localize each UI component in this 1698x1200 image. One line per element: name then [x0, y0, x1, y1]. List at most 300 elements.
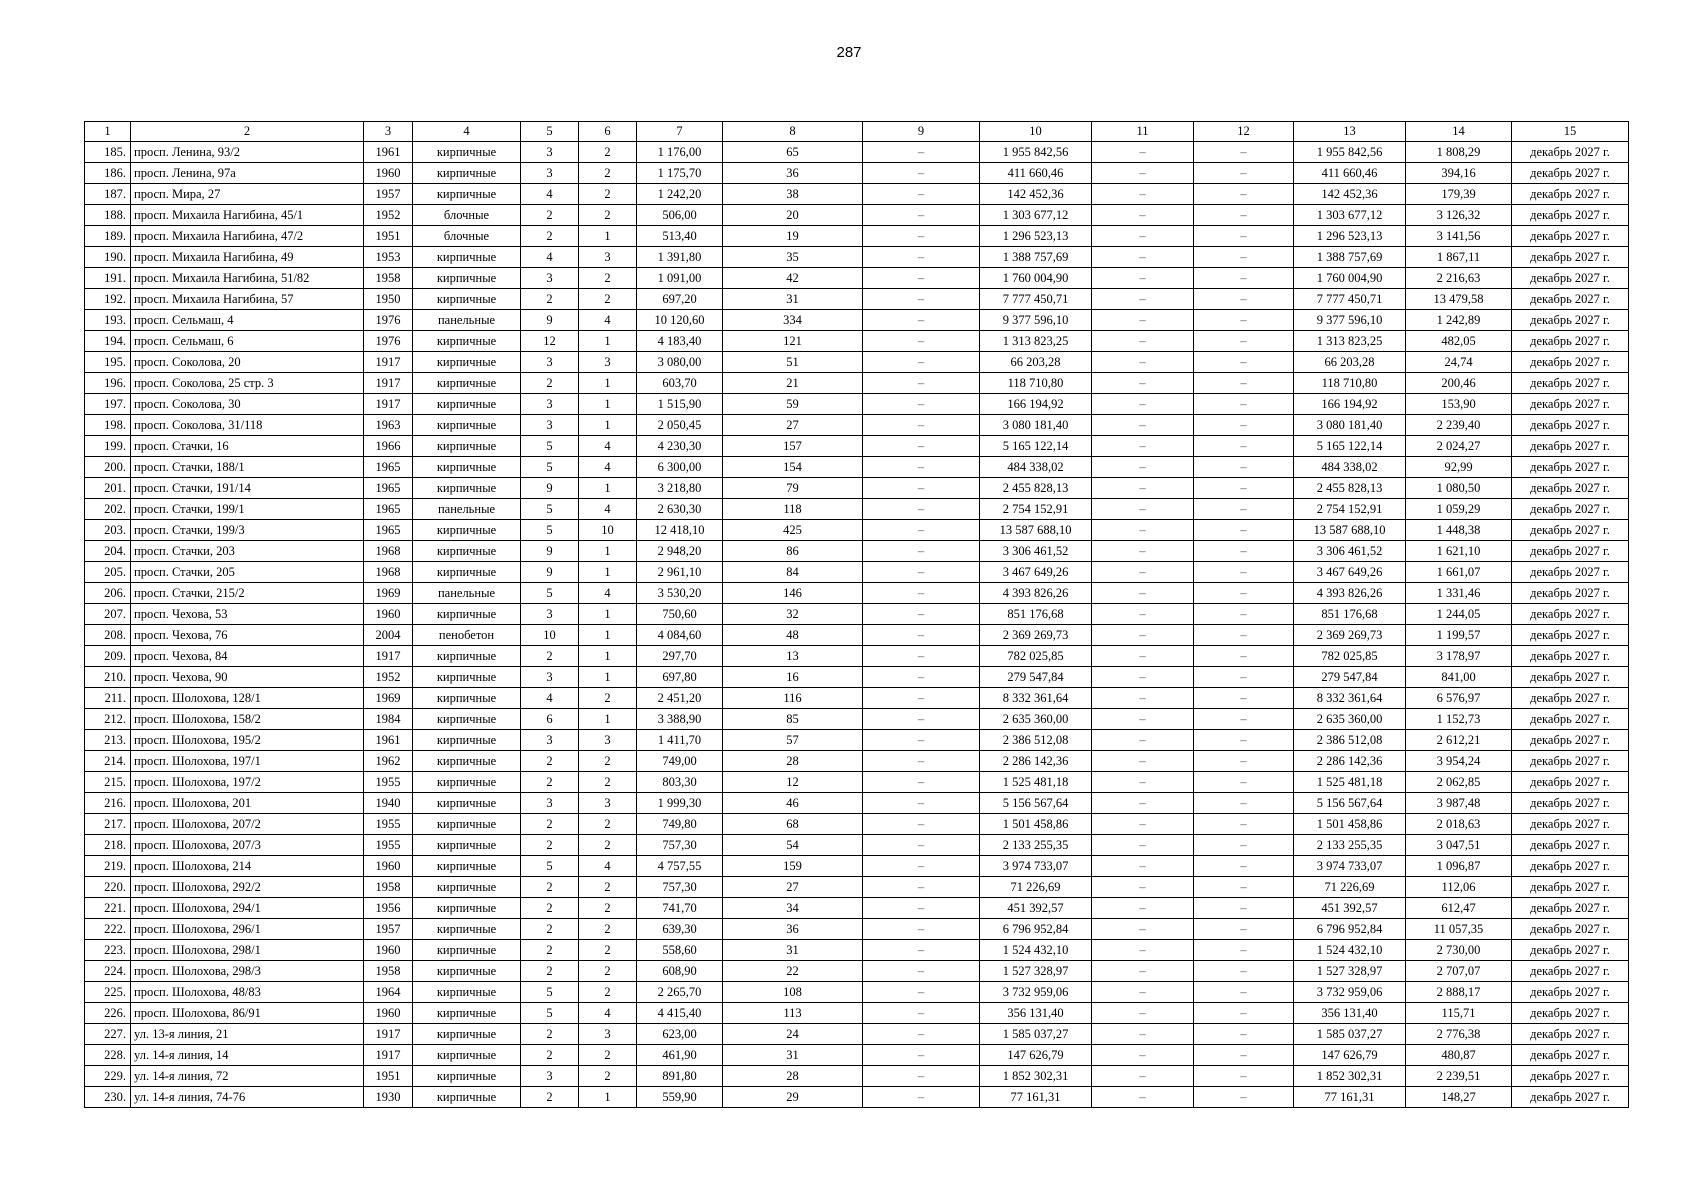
table-cell-col-10: 8 332 361,64 — [980, 688, 1092, 709]
table-cell-col-8: 146 — [723, 583, 863, 604]
table-cell-col-1: 188. — [85, 205, 131, 226]
table-cell-col-11: – — [1092, 541, 1194, 562]
table-cell-col-10: 1 313 823,25 — [980, 331, 1092, 352]
table-cell-col-4: кирпичные — [413, 142, 521, 163]
table-cell-col-6: 2 — [579, 919, 637, 940]
table-cell-col-8: 16 — [723, 667, 863, 688]
table-cell-col-14: 153,90 — [1406, 394, 1512, 415]
table-cell-col-11: – — [1092, 289, 1194, 310]
table-cell-col-6: 2 — [579, 982, 637, 1003]
table-cell-col-6: 2 — [579, 205, 637, 226]
table-cell-col-10: 7 777 450,71 — [980, 289, 1092, 310]
table-cell-col-14: 3 987,48 — [1406, 793, 1512, 814]
table-cell-col-5: 2 — [521, 751, 579, 772]
table-cell-col-12: – — [1194, 730, 1294, 751]
table-cell-col-9: – — [863, 730, 980, 751]
column-header-14: 14 — [1406, 122, 1512, 142]
table-cell-col-15: декабрь 2027 г. — [1512, 394, 1629, 415]
table-cell-col-15: декабрь 2027 г. — [1512, 625, 1629, 646]
table-row — [85, 247, 1629, 268]
table-cell-col-3: 1963 — [364, 415, 413, 436]
table-cell-col-11: – — [1092, 814, 1194, 835]
table-cell-col-1: 216. — [85, 793, 131, 814]
table-cell-col-5: 2 — [521, 1045, 579, 1066]
table-cell-col-7: 3 388,90 — [637, 709, 723, 730]
table-cell-col-10: 411 660,46 — [980, 163, 1092, 184]
table-cell-col-6: 2 — [579, 961, 637, 982]
table-cell-col-12: – — [1194, 1024, 1294, 1045]
table-cell-col-10: 2 286 142,36 — [980, 751, 1092, 772]
housing-registry-table — [84, 121, 1629, 1108]
column-header-10: 10 — [980, 122, 1092, 142]
column-header-5: 5 — [521, 122, 579, 142]
table-cell-col-13: 7 777 450,71 — [1294, 289, 1406, 310]
table-cell-col-15: декабрь 2027 г. — [1512, 415, 1629, 436]
table-cell-col-5: 6 — [521, 709, 579, 730]
table-cell-col-12: – — [1194, 289, 1294, 310]
table-cell-col-4: кирпичные — [413, 940, 521, 961]
table-cell-col-5: 2 — [521, 898, 579, 919]
table-cell-col-4: кирпичные — [413, 835, 521, 856]
table-cell-col-10: 6 796 952,84 — [980, 919, 1092, 940]
table-cell-col-15: декабрь 2027 г. — [1512, 835, 1629, 856]
table-cell-col-10: 1 852 302,31 — [980, 1066, 1092, 1087]
table-cell-col-8: 68 — [723, 814, 863, 835]
table-cell-col-6: 4 — [579, 457, 637, 478]
table-cell-col-3: 1962 — [364, 751, 413, 772]
table-cell-col-9: – — [863, 835, 980, 856]
table-cell-col-9: – — [863, 898, 980, 919]
table-cell-col-7: 2 265,70 — [637, 982, 723, 1003]
table-cell-col-12: – — [1194, 982, 1294, 1003]
table-cell-col-4: панельные — [413, 499, 521, 520]
table-cell-col-2: просп. Шолохова, 207/3 — [131, 835, 364, 856]
table-cell-col-4: кирпичные — [413, 772, 521, 793]
table-cell-col-2: просп. Ленина, 93/2 — [131, 142, 364, 163]
table-cell-col-12: – — [1194, 394, 1294, 415]
table-cell-col-13: 782 025,85 — [1294, 646, 1406, 667]
table-cell-col-11: – — [1092, 184, 1194, 205]
table-cell-col-13: 2 286 142,36 — [1294, 751, 1406, 772]
table-cell-col-8: 57 — [723, 730, 863, 751]
table-cell-col-12: – — [1194, 940, 1294, 961]
table-cell-col-7: 2 050,45 — [637, 415, 723, 436]
table-cell-col-3: 1940 — [364, 793, 413, 814]
table-cell-col-14: 3 141,56 — [1406, 226, 1512, 247]
table-cell-col-3: 1955 — [364, 814, 413, 835]
table-cell-col-3: 1965 — [364, 520, 413, 541]
table-cell-col-8: 51 — [723, 352, 863, 373]
table-cell-col-14: 148,27 — [1406, 1087, 1512, 1108]
table-cell-col-4: кирпичные — [413, 751, 521, 772]
table-cell-col-13: 13 587 688,10 — [1294, 520, 1406, 541]
table-cell-col-7: 891,80 — [637, 1066, 723, 1087]
table-cell-col-1: 207. — [85, 604, 131, 625]
table-cell-col-10: 3 306 461,52 — [980, 541, 1092, 562]
table-cell-col-14: 394,16 — [1406, 163, 1512, 184]
column-header-4: 4 — [413, 122, 521, 142]
table-cell-col-13: 5 165 122,14 — [1294, 436, 1406, 457]
table-cell-col-9: – — [863, 541, 980, 562]
table-cell-col-6: 1 — [579, 625, 637, 646]
table-cell-col-13: 66 203,28 — [1294, 352, 1406, 373]
table-cell-col-11: – — [1092, 604, 1194, 625]
table-row — [85, 583, 1629, 604]
table-cell-col-11: – — [1092, 499, 1194, 520]
table-cell-col-11: – — [1092, 373, 1194, 394]
table-cell-col-10: 1 296 523,13 — [980, 226, 1092, 247]
table-cell-col-3: 1930 — [364, 1087, 413, 1108]
table-cell-col-15: декабрь 2027 г. — [1512, 940, 1629, 961]
table-row — [85, 835, 1629, 856]
table-cell-col-8: 59 — [723, 394, 863, 415]
table-cell-col-12: – — [1194, 205, 1294, 226]
table-cell-col-6: 3 — [579, 793, 637, 814]
table-cell-col-11: – — [1092, 1024, 1194, 1045]
table-cell-col-3: 1955 — [364, 835, 413, 856]
table-cell-col-1: 196. — [85, 373, 131, 394]
table-cell-col-7: 1 515,90 — [637, 394, 723, 415]
table-cell-col-7: 4 757,55 — [637, 856, 723, 877]
table-cell-col-6: 2 — [579, 1045, 637, 1066]
table-cell-col-15: декабрь 2027 г. — [1512, 205, 1629, 226]
table-cell-col-1: 200. — [85, 457, 131, 478]
table-row — [85, 478, 1629, 499]
table-cell-col-15: декабрь 2027 г. — [1512, 436, 1629, 457]
table-cell-col-10: 1 388 757,69 — [980, 247, 1092, 268]
table-cell-col-7: 558,60 — [637, 940, 723, 961]
table-cell-col-10: 1 525 481,18 — [980, 772, 1092, 793]
table-cell-col-12: – — [1194, 499, 1294, 520]
table-cell-col-4: кирпичные — [413, 898, 521, 919]
table-cell-col-4: кирпичные — [413, 961, 521, 982]
table-cell-col-4: кирпичные — [413, 982, 521, 1003]
table-cell-col-13: 2 369 269,73 — [1294, 625, 1406, 646]
table-cell-col-11: – — [1092, 1003, 1194, 1024]
table-cell-col-11: – — [1092, 877, 1194, 898]
table-cell-col-11: – — [1092, 751, 1194, 772]
table-cell-col-12: – — [1194, 226, 1294, 247]
table-row — [85, 667, 1629, 688]
table-cell-col-8: 85 — [723, 709, 863, 730]
table-cell-col-1: 195. — [85, 352, 131, 373]
table-cell-col-2: просп. Мира, 27 — [131, 184, 364, 205]
table-cell-col-13: 2 635 360,00 — [1294, 709, 1406, 730]
table-cell-col-6: 2 — [579, 877, 637, 898]
table-row — [85, 730, 1629, 751]
table-row — [85, 898, 1629, 919]
table-cell-col-1: 222. — [85, 919, 131, 940]
table-cell-col-10: 3 974 733,07 — [980, 856, 1092, 877]
table-cell-col-11: – — [1092, 667, 1194, 688]
table-cell-col-1: 225. — [85, 982, 131, 1003]
table-cell-col-5: 9 — [521, 562, 579, 583]
table-cell-col-12: – — [1194, 1003, 1294, 1024]
table-row — [85, 373, 1629, 394]
table-cell-col-9: – — [863, 982, 980, 1003]
table-cell-col-13: 1 955 842,56 — [1294, 142, 1406, 163]
table-cell-col-13: 1 527 328,97 — [1294, 961, 1406, 982]
table-cell-col-8: 113 — [723, 1003, 863, 1024]
table-row — [85, 520, 1629, 541]
table-cell-col-15: декабрь 2027 г. — [1512, 499, 1629, 520]
table-row — [85, 562, 1629, 583]
table-cell-col-2: просп. Шолохова, 201 — [131, 793, 364, 814]
table-cell-col-2: просп. Шолохова, 128/1 — [131, 688, 364, 709]
table-cell-col-5: 2 — [521, 1087, 579, 1108]
table-cell-col-1: 197. — [85, 394, 131, 415]
table-cell-col-1: 204. — [85, 541, 131, 562]
table-cell-col-8: 35 — [723, 247, 863, 268]
table-cell-col-10: 118 710,80 — [980, 373, 1092, 394]
table-cell-col-15: декабрь 2027 г. — [1512, 1087, 1629, 1108]
table-cell-col-11: – — [1092, 415, 1194, 436]
table-cell-col-1: 194. — [85, 331, 131, 352]
table-cell-col-2: ул. 14-я линия, 14 — [131, 1045, 364, 1066]
table-cell-col-12: – — [1194, 583, 1294, 604]
table-cell-col-13: 3 467 649,26 — [1294, 562, 1406, 583]
table-row — [85, 499, 1629, 520]
table-cell-col-3: 1960 — [364, 856, 413, 877]
table-cell-col-4: кирпичные — [413, 457, 521, 478]
table-cell-col-12: – — [1194, 751, 1294, 772]
table-cell-col-8: 12 — [723, 772, 863, 793]
table-cell-col-4: пенобетон — [413, 625, 521, 646]
table-cell-col-2: просп. Соколова, 25 стр. 3 — [131, 373, 364, 394]
table-cell-col-2: просп. Ленина, 97а — [131, 163, 364, 184]
table-cell-col-14: 1 199,57 — [1406, 625, 1512, 646]
table-cell-col-6: 3 — [579, 730, 637, 751]
table-cell-col-8: 65 — [723, 142, 863, 163]
table-cell-col-10: 71 226,69 — [980, 877, 1092, 898]
table-cell-col-1: 201. — [85, 478, 131, 499]
table-cell-col-10: 451 392,57 — [980, 898, 1092, 919]
table-cell-col-6: 1 — [579, 646, 637, 667]
table-row — [85, 709, 1629, 730]
column-header-15: 15 — [1512, 122, 1629, 142]
table-cell-col-8: 27 — [723, 415, 863, 436]
table-cell-col-5: 3 — [521, 1066, 579, 1087]
table-cell-col-10: 3 467 649,26 — [980, 562, 1092, 583]
table-cell-col-11: – — [1092, 772, 1194, 793]
table-cell-col-9: – — [863, 583, 980, 604]
table-cell-col-3: 1960 — [364, 163, 413, 184]
table-cell-col-1: 213. — [85, 730, 131, 751]
table-cell-col-9: – — [863, 814, 980, 835]
table-cell-col-8: 27 — [723, 877, 863, 898]
table-cell-col-7: 297,70 — [637, 646, 723, 667]
table-cell-col-5: 2 — [521, 919, 579, 940]
table-cell-col-14: 2 612,21 — [1406, 730, 1512, 751]
table-cell-col-13: 2 455 828,13 — [1294, 478, 1406, 499]
table-cell-col-8: 32 — [723, 604, 863, 625]
table-cell-col-5: 2 — [521, 1024, 579, 1045]
table-cell-col-6: 2 — [579, 142, 637, 163]
table-cell-col-6: 4 — [579, 583, 637, 604]
table-cell-col-11: – — [1092, 268, 1194, 289]
table-cell-col-12: – — [1194, 835, 1294, 856]
table-cell-col-2: просп. Михаила Нагибина, 57 — [131, 289, 364, 310]
table-cell-col-14: 2 062,85 — [1406, 772, 1512, 793]
table-cell-col-11: – — [1092, 625, 1194, 646]
table-cell-col-3: 1965 — [364, 499, 413, 520]
table-cell-col-2: просп. Чехова, 76 — [131, 625, 364, 646]
table-row — [85, 142, 1629, 163]
table-cell-col-11: – — [1092, 520, 1194, 541]
column-header-3: 3 — [364, 122, 413, 142]
table-cell-col-6: 2 — [579, 898, 637, 919]
table-cell-col-14: 13 479,58 — [1406, 289, 1512, 310]
table-cell-col-5: 3 — [521, 667, 579, 688]
table-cell-col-10: 1 524 432,10 — [980, 940, 1092, 961]
table-cell-col-14: 3 126,32 — [1406, 205, 1512, 226]
table-cell-col-15: декабрь 2027 г. — [1512, 772, 1629, 793]
table-cell-col-2: просп. Шолохова, 207/2 — [131, 814, 364, 835]
table-cell-col-2: просп. Стачки, 191/14 — [131, 478, 364, 499]
table-cell-col-9: – — [863, 1003, 980, 1024]
column-header-12: 12 — [1194, 122, 1294, 142]
table-cell-col-4: кирпичные — [413, 415, 521, 436]
header-row — [85, 122, 1629, 142]
table-cell-col-5: 3 — [521, 352, 579, 373]
table-cell-col-7: 2 630,30 — [637, 499, 723, 520]
table-cell-col-14: 1 059,29 — [1406, 499, 1512, 520]
table-cell-col-4: кирпичные — [413, 520, 521, 541]
table-row — [85, 1066, 1629, 1087]
table-cell-col-11: – — [1092, 247, 1194, 268]
table-cell-col-15: декабрь 2027 г. — [1512, 814, 1629, 835]
table-cell-col-1: 218. — [85, 835, 131, 856]
page-number: 287 — [836, 44, 862, 61]
table-cell-col-8: 38 — [723, 184, 863, 205]
table-cell-col-1: 215. — [85, 772, 131, 793]
table-cell-col-8: 154 — [723, 457, 863, 478]
table-cell-col-6: 1 — [579, 394, 637, 415]
table-cell-col-2: просп. Шолохова, 48/83 — [131, 982, 364, 1003]
table-cell-col-7: 6 300,00 — [637, 457, 723, 478]
table-cell-col-5: 9 — [521, 478, 579, 499]
column-header-9: 9 — [863, 122, 980, 142]
table-cell-col-15: декабрь 2027 г. — [1512, 919, 1629, 940]
column-header-1: 1 — [85, 122, 131, 142]
table-cell-col-7: 3 080,00 — [637, 352, 723, 373]
table-cell-col-5: 2 — [521, 226, 579, 247]
table-row — [85, 940, 1629, 961]
table-cell-col-11: – — [1092, 919, 1194, 940]
table-cell-col-1: 206. — [85, 583, 131, 604]
table-cell-col-5: 5 — [521, 1003, 579, 1024]
table-cell-col-9: – — [863, 310, 980, 331]
table-cell-col-4: кирпичные — [413, 1003, 521, 1024]
table-cell-col-13: 451 392,57 — [1294, 898, 1406, 919]
table-cell-col-9: – — [863, 856, 980, 877]
table-cell-col-1: 186. — [85, 163, 131, 184]
table-cell-col-1: 191. — [85, 268, 131, 289]
table-cell-col-11: – — [1092, 898, 1194, 919]
table-cell-col-2: просп. Соколова, 30 — [131, 394, 364, 415]
table-row — [85, 352, 1629, 373]
table-cell-col-8: 54 — [723, 835, 863, 856]
table-cell-col-9: – — [863, 247, 980, 268]
table-cell-col-9: – — [863, 415, 980, 436]
table-body — [85, 142, 1629, 1108]
table-cell-col-1: 209. — [85, 646, 131, 667]
table-cell-col-7: 12 418,10 — [637, 520, 723, 541]
table-cell-col-7: 757,30 — [637, 877, 723, 898]
table-cell-col-15: декабрь 2027 г. — [1512, 898, 1629, 919]
table-cell-col-1: 221. — [85, 898, 131, 919]
table-cell-col-4: кирпичные — [413, 604, 521, 625]
table-cell-col-11: – — [1092, 310, 1194, 331]
table-cell-col-12: – — [1194, 520, 1294, 541]
table-cell-col-12: – — [1194, 688, 1294, 709]
table-cell-col-6: 10 — [579, 520, 637, 541]
table-cell-col-5: 3 — [521, 394, 579, 415]
table-cell-col-4: кирпичные — [413, 184, 521, 205]
table-cell-col-4: кирпичные — [413, 268, 521, 289]
table-cell-col-11: – — [1092, 856, 1194, 877]
table-cell-col-15: декабрь 2027 г. — [1512, 310, 1629, 331]
table-row — [85, 919, 1629, 940]
table-row — [85, 289, 1629, 310]
table-cell-col-3: 1917 — [364, 1045, 413, 1066]
table-cell-col-2: просп. Сельмаш, 6 — [131, 331, 364, 352]
table-cell-col-10: 3 732 959,06 — [980, 982, 1092, 1003]
table-cell-col-3: 1955 — [364, 772, 413, 793]
table-cell-col-5: 2 — [521, 289, 579, 310]
table-cell-col-8: 36 — [723, 919, 863, 940]
table-cell-col-2: просп. Шолохова, 214 — [131, 856, 364, 877]
table-cell-col-12: – — [1194, 184, 1294, 205]
table-cell-col-2: просп. Михаила Нагибина, 45/1 — [131, 205, 364, 226]
table-cell-col-9: – — [863, 1066, 980, 1087]
table-cell-col-12: – — [1194, 478, 1294, 499]
table-cell-col-10: 484 338,02 — [980, 457, 1092, 478]
table-cell-col-7: 697,80 — [637, 667, 723, 688]
table-cell-col-6: 3 — [579, 352, 637, 373]
table-cell-col-3: 1966 — [364, 436, 413, 457]
table-cell-col-10: 2 455 828,13 — [980, 478, 1092, 499]
table-cell-col-2: просп. Шолохова, 197/2 — [131, 772, 364, 793]
table-cell-col-3: 1958 — [364, 268, 413, 289]
table-cell-col-9: – — [863, 961, 980, 982]
table-cell-col-13: 484 338,02 — [1294, 457, 1406, 478]
table-cell-col-10: 2 386 512,08 — [980, 730, 1092, 751]
table-cell-col-2: просп. Шолохова, 296/1 — [131, 919, 364, 940]
table-cell-col-9: – — [863, 142, 980, 163]
table-cell-col-14: 115,71 — [1406, 1003, 1512, 1024]
table-cell-col-13: 411 660,46 — [1294, 163, 1406, 184]
table-cell-col-2: ул. 13-я линия, 21 — [131, 1024, 364, 1045]
table-cell-col-1: 210. — [85, 667, 131, 688]
table-cell-col-7: 741,70 — [637, 898, 723, 919]
table-cell-col-13: 2 754 152,91 — [1294, 499, 1406, 520]
table-cell-col-3: 1976 — [364, 331, 413, 352]
table-cell-col-15: декабрь 2027 г. — [1512, 1003, 1629, 1024]
table-cell-col-10: 142 452,36 — [980, 184, 1092, 205]
table-cell-col-12: – — [1194, 436, 1294, 457]
table-cell-col-4: кирпичные — [413, 814, 521, 835]
table-cell-col-14: 2 024,27 — [1406, 436, 1512, 457]
table-cell-col-6: 1 — [579, 541, 637, 562]
table-cell-col-2: просп. Чехова, 90 — [131, 667, 364, 688]
table-cell-col-9: – — [863, 289, 980, 310]
table-cell-col-2: просп. Шолохова, 158/2 — [131, 709, 364, 730]
table-cell-col-7: 4 415,40 — [637, 1003, 723, 1024]
table-row — [85, 1003, 1629, 1024]
table-cell-col-12: – — [1194, 268, 1294, 289]
table-cell-col-9: – — [863, 394, 980, 415]
